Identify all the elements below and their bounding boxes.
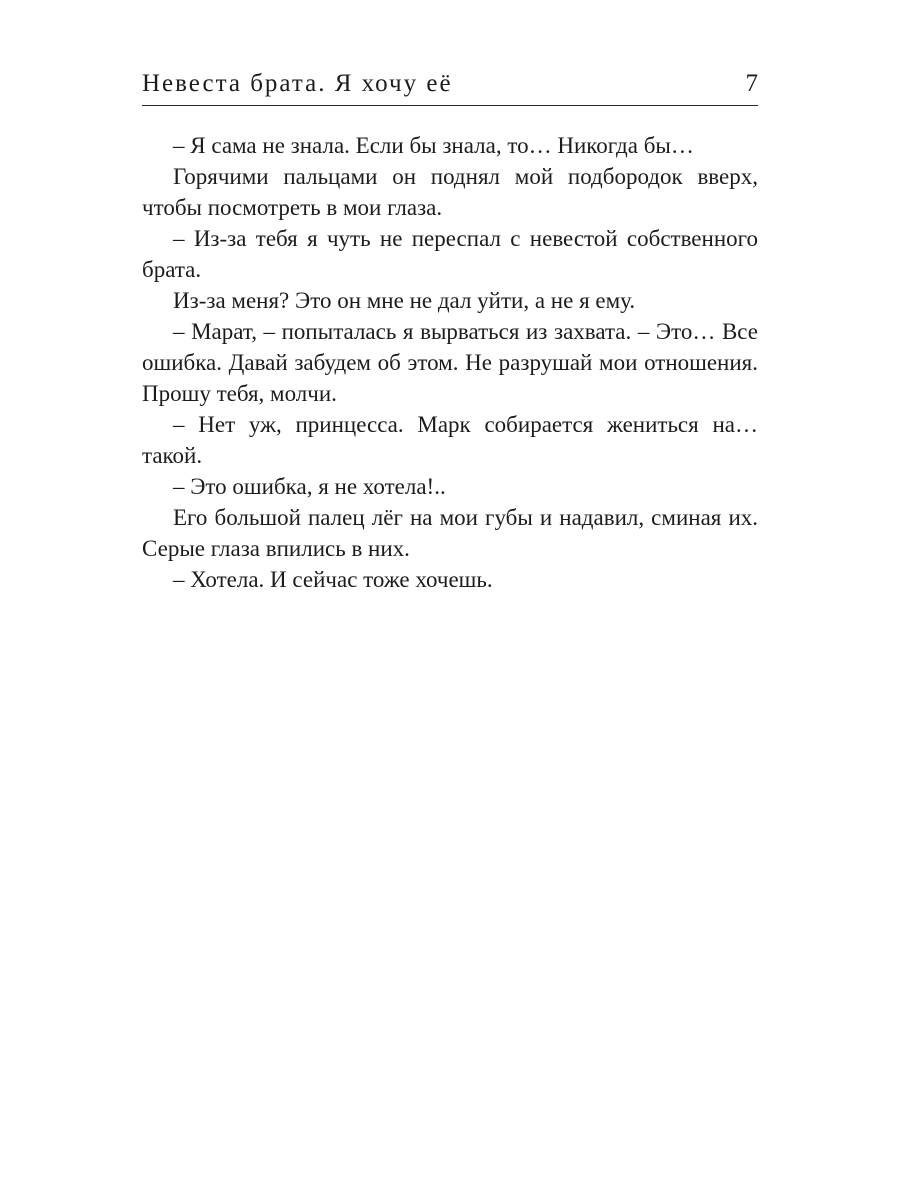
paragraph: Из-за меня? Это он мне не дал уйти, а не я ему. [173, 288, 636, 313]
paragraph: – Марат, – попыталась я вырваться из захвата. – Это… Все ошибка. Давай забудем об этом. Не разрушай мои отношения. Прошу тебя, молчи. [142, 319, 758, 406]
paragraph: – Нет уж, принцесса. Марк собирается жениться на… такой. [142, 412, 758, 468]
paragraph: – Хотела. И сейчас тоже хочешь. [173, 567, 493, 592]
running-title: Невеста брата. Я хочу её [142, 70, 453, 97]
body-text [142, 130, 758, 595]
paragraph: – Я сама не знала. Если бы знала, то… Никогда бы… [173, 133, 694, 158]
paragraph: – Это ошибка, я не хотела!.. [173, 474, 446, 499]
running-head [142, 68, 758, 104]
paragraph: Горячими пальцами он поднял мой подбородок вверх, чтобы посмотреть в мои глаза. [142, 164, 758, 220]
paragraph: Его большой палец лёг на мои губы и надавил, сминая их. Серые глаза впились в них. [142, 505, 758, 561]
header-rule [142, 105, 758, 106]
page-number: 7 [745, 70, 758, 97]
paragraph: – Из-за тебя я чуть не переспал с невестой собственного брата. [142, 226, 758, 282]
